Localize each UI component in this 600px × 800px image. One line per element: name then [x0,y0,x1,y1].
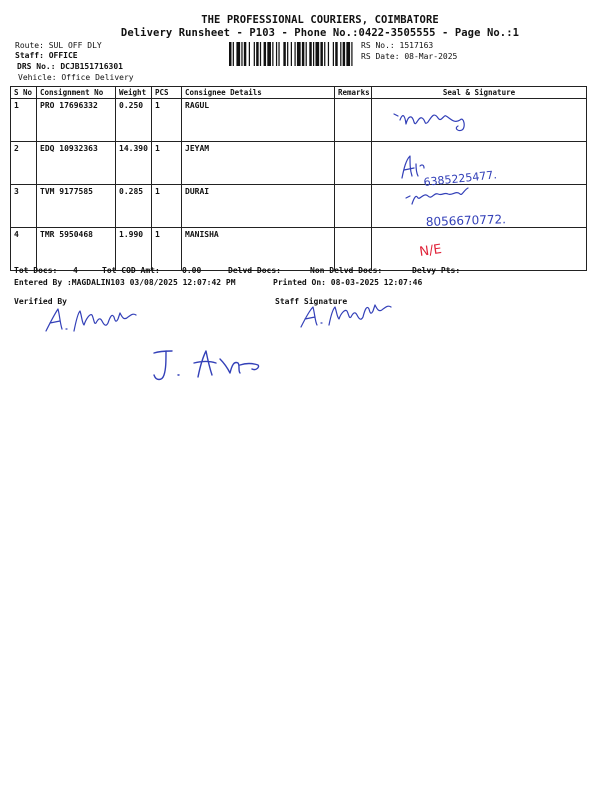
initials-signature [150,345,280,385]
row-consignee: MANISHA [182,228,335,271]
tot-docs-value: 4 [73,266,78,275]
row-remarks [335,185,372,228]
col-consignee-header: Consignee Details [182,87,335,99]
tot-cod-value: 0.00 [182,266,202,275]
rs-date: RS Date: 08-Mar-2025 [361,52,458,61]
row-sno: 2 [11,142,37,185]
non-delvd-docs-label: Non Delvd Docs: [310,266,383,275]
row-consignee: RAGUL [182,99,335,142]
staff-signature-label: Staff Signature [275,297,348,306]
staff-text: Staff: OFFICE [15,51,78,60]
row-weight: 14.390 [116,142,152,185]
row-consignee: DURAI [182,185,335,228]
col-pcs-header: PCS [152,87,182,99]
printed-on: Printed On: 08-03-2025 12:07:46 [273,278,423,287]
staff-signature [295,303,425,335]
row-consignment: PRO 17696332 [37,99,116,142]
runsheet-title: Delivery Runsheet - P103 - Phone No.:0422-3505555 - Page No.:1 [120,27,520,39]
row-pcs: 1 [152,228,182,271]
handwritten-ne-mark: N/E [418,241,443,260]
verified-by-label: Verified By [14,297,67,306]
row-pcs: 1 [152,99,182,142]
signature-row1 [394,114,464,131]
delvd-docs-label: Delvd Docs: [228,266,281,275]
col-remarks-header: Remarks [335,87,372,99]
drs-number: DRS No.: DCJB151716301 [17,62,123,71]
barcode [229,42,355,66]
vehicle-text: Vehicle: Office Delivery [18,73,134,82]
row-pcs: 1 [152,185,182,228]
verified-by-signature [40,305,170,337]
row-remarks [335,142,372,185]
handwritten-signatures [380,104,590,264]
col-weight-header: Weight [116,87,152,99]
row-weight: 0.250 [116,99,152,142]
signature-row3 [406,188,468,204]
tot-docs-label: Tot Docs: [14,266,58,275]
col-consignment-header: Consignment No [37,87,116,99]
row-consignment: EDQ 10932363 [37,142,116,185]
company-title: THE PROFESSIONAL COURIERS, COIMBATORE [201,14,439,26]
row-pcs: 1 [152,142,182,185]
signature-row2 [402,156,424,178]
col-seal-header: Seal & Signature [372,87,587,99]
row-consignment: TMR 5950468 [37,228,116,271]
col-sno-header: S No [11,87,37,99]
delvy-pts-label: Delvy Pts: [412,266,461,275]
tot-cod-label: Tot COD Amt: [102,266,160,275]
row-remarks [335,228,372,271]
row-consignment: TVM 9177585 [37,185,116,228]
row-weight: 1.990 [116,228,152,271]
row-sno: 1 [11,99,37,142]
row-consignee: JEYAM [182,142,335,185]
row-remarks [335,99,372,142]
route-text: Route: SUL OFF DLY [15,41,102,50]
handwritten-phone-row2: 6385225477. [422,168,498,189]
entered-by: Entered By :MAGDALIN103 03/08/2025 12:07:42 PM [14,278,236,287]
handwritten-phone-row3: 8056670772. [425,212,507,229]
row-sno: 3 [11,185,37,228]
table-header-row [11,87,587,99]
row-sno: 4 [11,228,37,271]
rs-number: RS No.: 1517163 [361,41,434,50]
row-weight: 0.285 [116,185,152,228]
